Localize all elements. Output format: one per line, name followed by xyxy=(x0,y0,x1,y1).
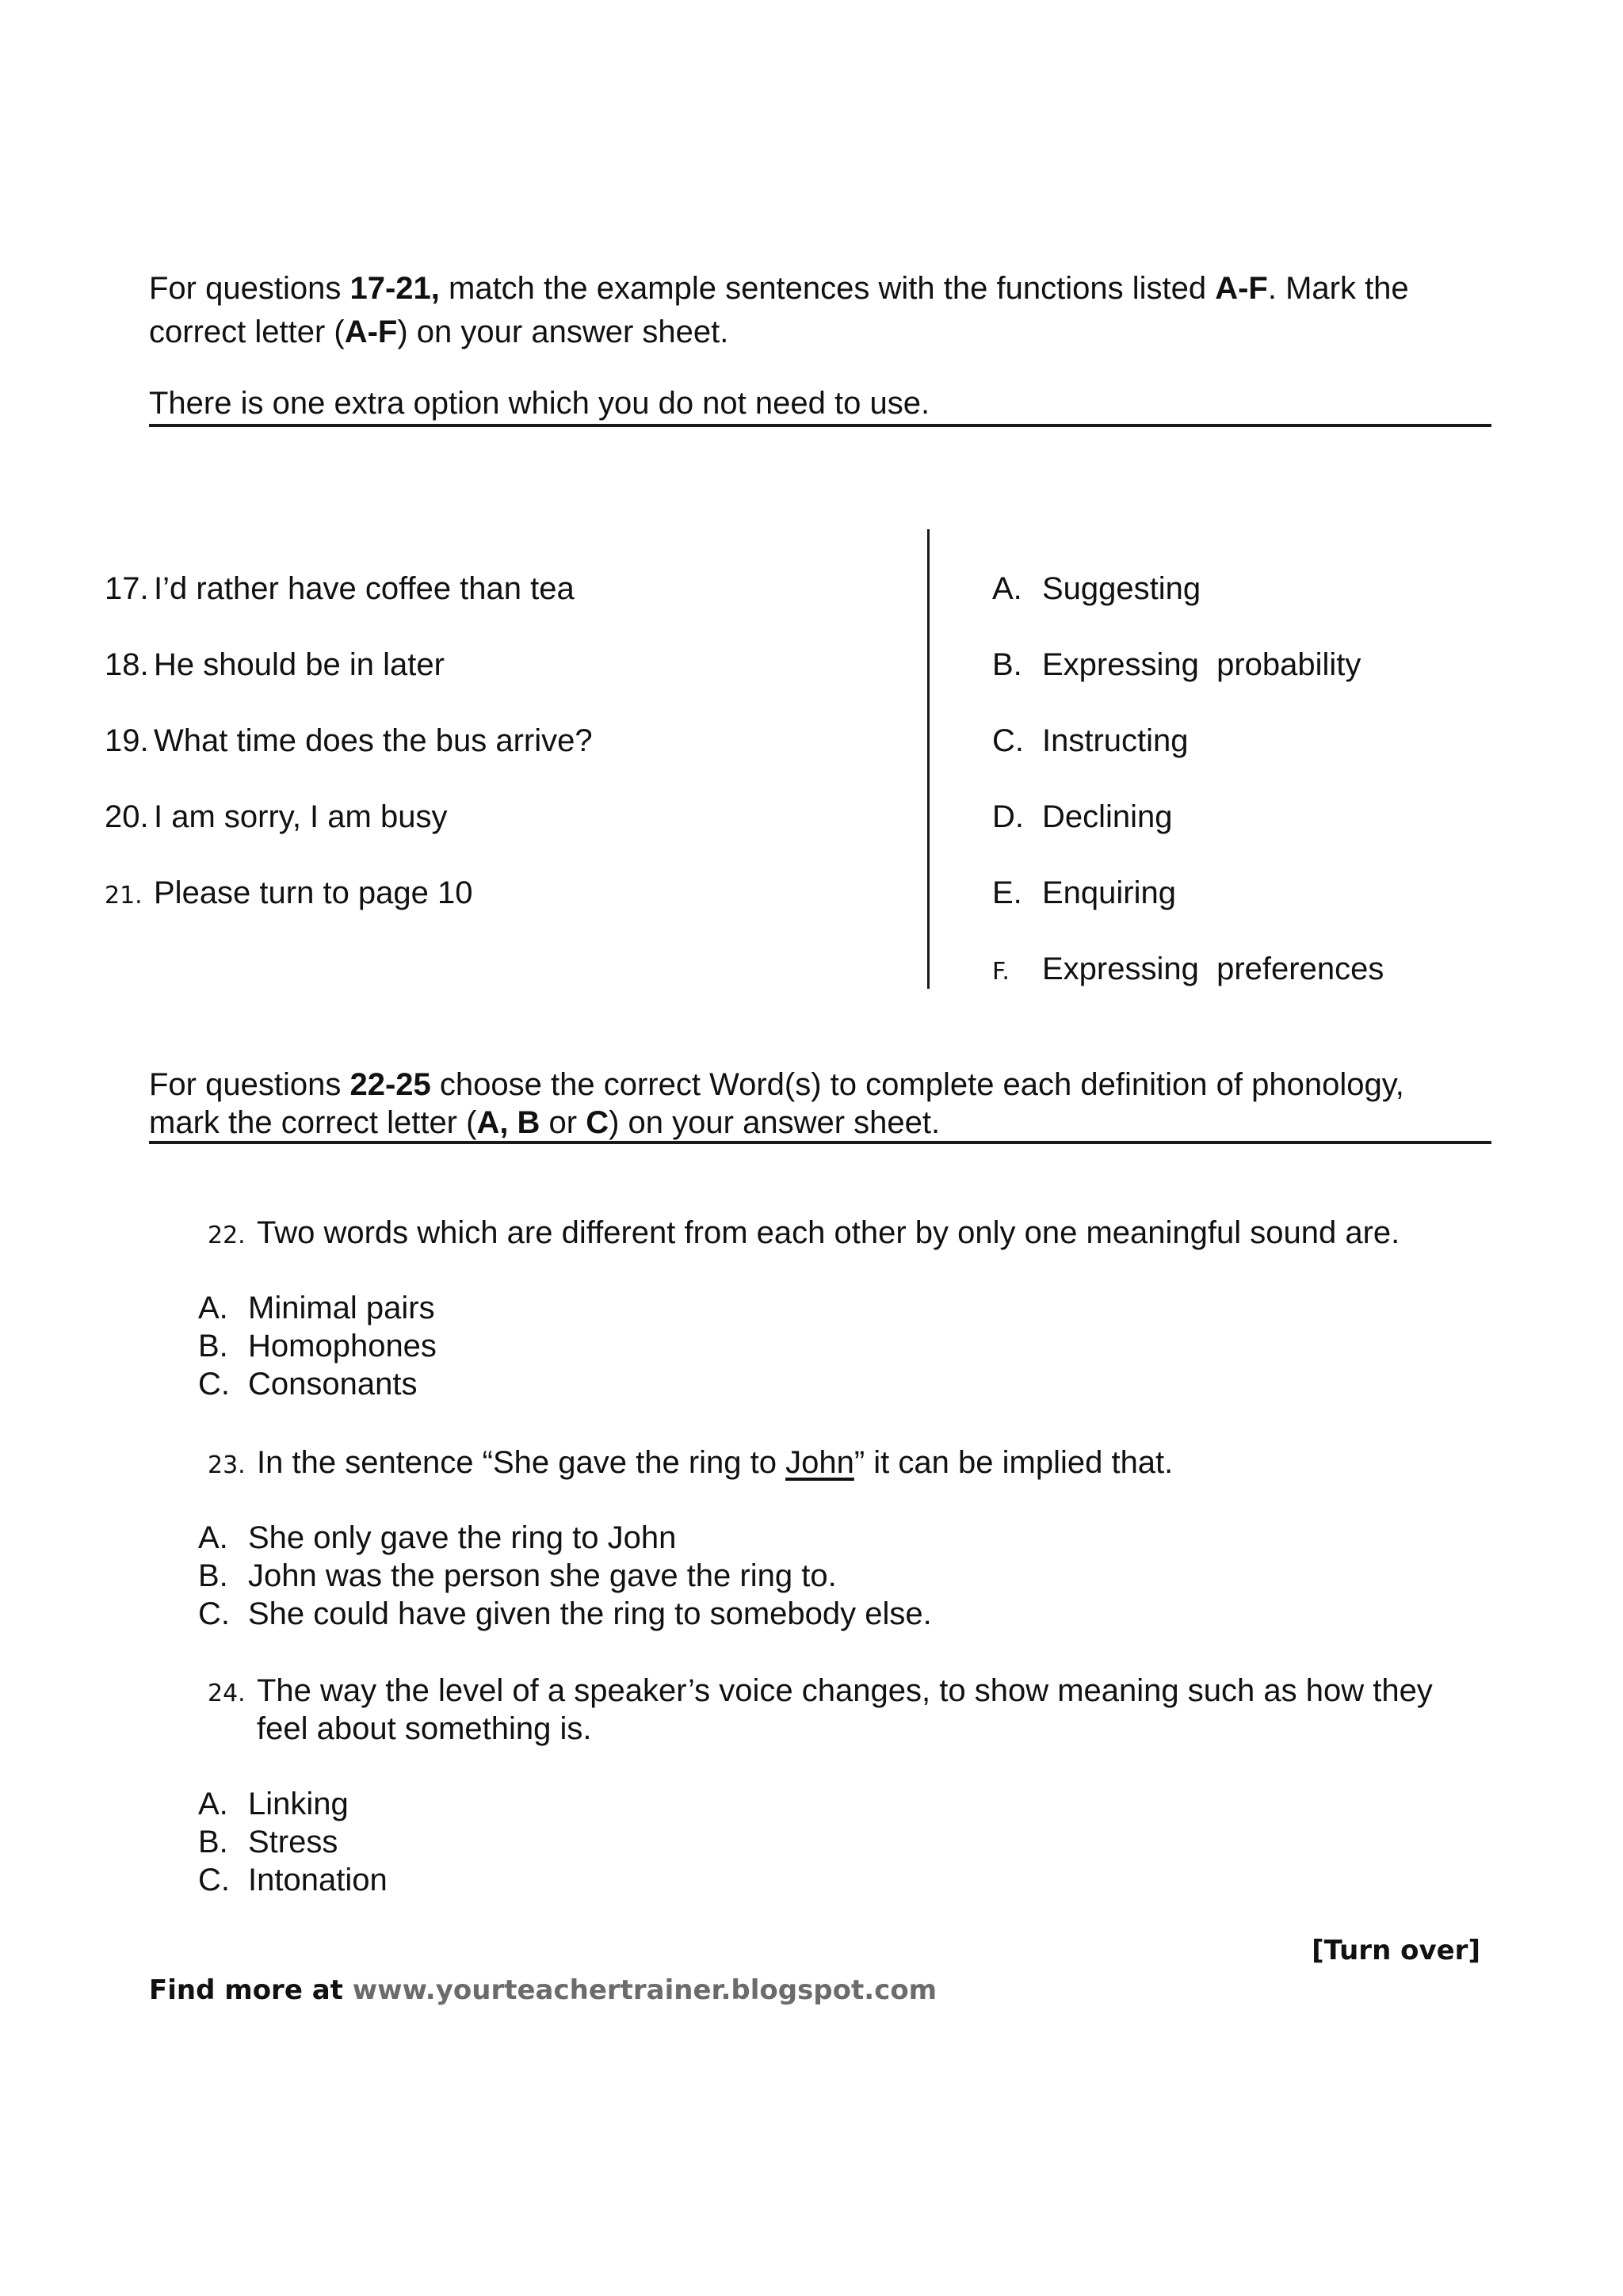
sentence-number: 17. xyxy=(105,571,149,606)
option-text: She only gave the ring to John xyxy=(248,1520,677,1555)
sentence-item xyxy=(105,722,593,760)
option-text: Minimal pairs xyxy=(248,1291,435,1325)
option-letter: C. xyxy=(198,1367,230,1402)
function-item xyxy=(992,646,1361,684)
section2-instruction-line1 xyxy=(149,1066,1404,1104)
function-text: Instructing xyxy=(1042,723,1189,758)
section2-divider xyxy=(149,1141,1491,1144)
sentence-item xyxy=(105,874,473,915)
instruction-text: mark the correct letter ( xyxy=(149,1105,477,1140)
option-item xyxy=(198,1365,417,1403)
sentence-text: Please turn to page 10 xyxy=(154,875,473,910)
option-item xyxy=(198,1595,932,1633)
option-letter: C. xyxy=(198,1863,230,1897)
column-divider xyxy=(927,529,930,989)
question-number: 22. xyxy=(208,1222,246,1249)
sentence-text: He should be in later xyxy=(154,647,445,682)
section2-instruction-line2 xyxy=(149,1104,940,1142)
instruction-text: For questions xyxy=(149,271,350,306)
question-23 xyxy=(208,1444,1173,1485)
option-item xyxy=(198,1327,437,1365)
question-24-continued: feel about something is. xyxy=(257,1711,592,1746)
footer-link[interactable]: www.yourteachertrainer.blogspot.com xyxy=(352,1974,938,2006)
option-text: Intonation xyxy=(248,1863,388,1897)
function-letter: E. xyxy=(992,875,1022,910)
option-letters: A-F xyxy=(1215,271,1268,306)
function-text: Suggesting xyxy=(1042,571,1201,606)
instruction-text: match the example sentences with the functions listed xyxy=(439,271,1216,306)
option-letter: A. xyxy=(198,1291,228,1325)
sentence-item xyxy=(105,570,575,608)
instruction-text: ) on your answer sheet. xyxy=(397,315,729,349)
option-item xyxy=(198,1823,338,1861)
sentence-text: I am sorry, I am busy xyxy=(154,799,448,834)
instruction-text: correct letter ( xyxy=(149,315,345,349)
function-text: Declining xyxy=(1042,799,1173,834)
sentence-number: 18. xyxy=(105,647,149,682)
option-letter: B. xyxy=(198,1558,228,1593)
option-text: Stress xyxy=(248,1825,338,1859)
function-item xyxy=(992,798,1173,836)
option-letters: A-F xyxy=(344,315,398,349)
function-item xyxy=(992,950,1384,991)
option-item xyxy=(198,1785,349,1823)
option-text: Homophones xyxy=(248,1329,437,1363)
question-24 xyxy=(208,1672,1433,1713)
function-text: Enquiring xyxy=(1042,875,1177,910)
question-number: 24. xyxy=(208,1680,246,1707)
sentence-item xyxy=(105,798,447,836)
sentence-item xyxy=(105,646,445,684)
instruction-text: . Mark the xyxy=(1267,271,1409,306)
function-letter: A. xyxy=(992,571,1022,606)
sentence-text: What time does the bus arrive? xyxy=(154,723,593,758)
section1-instruction-line1 xyxy=(149,269,1409,307)
question-text: The way the level of a speaker’s voice changes, to show meaning such as how they xyxy=(257,1673,1433,1708)
option-item xyxy=(198,1557,837,1595)
option-text: She could have given the ring to somebody else. xyxy=(248,1596,932,1631)
function-text: Expressing probability xyxy=(1042,647,1361,682)
instruction-text: or xyxy=(540,1105,586,1140)
section1-note: There is one extra option which you do not need to use. xyxy=(149,386,930,421)
option-letter: A. xyxy=(198,1787,228,1821)
question-text: ” it can be implied that. xyxy=(854,1445,1174,1480)
option-letters: C xyxy=(586,1105,609,1140)
section1-divider xyxy=(149,424,1491,427)
option-letter: A. xyxy=(198,1520,228,1555)
instruction-text: choose the correct Word(s) to complete each definition of phonology, xyxy=(430,1067,1404,1102)
option-letter: C. xyxy=(198,1596,230,1631)
option-text: Consonants xyxy=(248,1367,418,1402)
sentence-text: I’d rather have coffee than tea xyxy=(154,571,575,606)
question-range: 17-21, xyxy=(349,271,440,306)
question-22 xyxy=(208,1214,1400,1255)
option-letter: B. xyxy=(198,1329,228,1363)
function-item xyxy=(992,874,1176,912)
option-item xyxy=(198,1289,435,1327)
function-letter: C. xyxy=(992,723,1024,758)
question-number: 23. xyxy=(208,1451,246,1479)
sentence-number: 19. xyxy=(105,723,149,758)
option-letters: A, B xyxy=(476,1105,540,1140)
turn-over-label: [Turn over] xyxy=(1312,1935,1480,1966)
instruction-text: For questions xyxy=(149,1067,350,1102)
question-text: In the sentence “She gave the ring to xyxy=(257,1445,786,1480)
function-item xyxy=(992,722,1189,760)
function-letter: B. xyxy=(992,647,1022,682)
footer xyxy=(149,1974,937,2006)
footer-label: Find more at xyxy=(149,1974,353,2006)
sentence-number: 20. xyxy=(105,799,149,834)
option-text: John was the person she gave the ring to. xyxy=(248,1558,837,1593)
option-text: Linking xyxy=(248,1787,349,1821)
function-letter: D. xyxy=(992,799,1024,834)
function-item xyxy=(992,570,1201,608)
instruction-text: ) on your answer sheet. xyxy=(609,1105,941,1140)
option-letter: B. xyxy=(198,1825,228,1859)
option-item xyxy=(198,1861,388,1899)
question-text: Two words which are different from each other by only one meaningful sound are. xyxy=(257,1215,1400,1250)
section1-instruction-line2 xyxy=(149,313,728,351)
function-text: Expressing preferences xyxy=(1042,952,1384,986)
option-item xyxy=(198,1519,676,1557)
question-range: 22-25 xyxy=(349,1067,431,1102)
sentence-number: 21. xyxy=(105,882,143,910)
function-letter: F. xyxy=(992,958,1010,986)
underlined-word: John xyxy=(785,1445,854,1480)
